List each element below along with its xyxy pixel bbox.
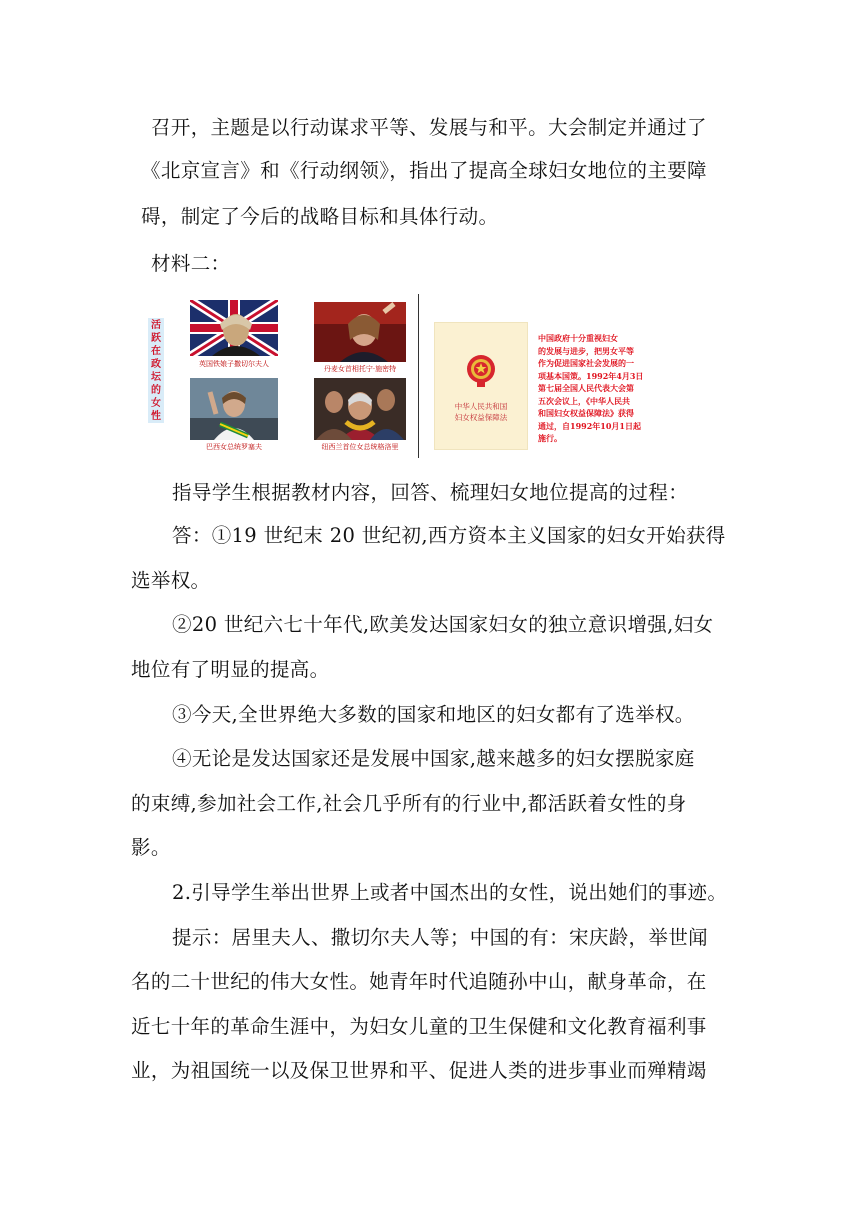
- caption-rousseff: 巴西女总统罗塞夫: [206, 443, 262, 451]
- material-label: 材料二：: [151, 252, 231, 275]
- task-2: 2.引导学生举出世界上或者中国杰出的女性，说出她们的事迹。: [172, 881, 728, 904]
- law-description: 中国政府十分重视妇女 的发展与进步，把男女平等 作为促进国家社会发展的一 项基本国策。1992年4月3日 第七届全国人民代表大会第 五次会议上，《中华人民共 和国妇女权益保障法》获得 通过，自1992年10月1日起 施行。: [538, 333, 644, 443]
- guide-text: 指导学生根据教材内容，回答、梳理妇女地位提高的过程：: [172, 481, 689, 504]
- photo-thatcher: [190, 300, 278, 356]
- text-line: 碍，制定了今后的战略目标和具体行动。: [141, 205, 499, 228]
- answer-2-line2: 地位有了明显的提高。: [131, 658, 330, 681]
- hint-line2: 名的二十世纪的伟大女性。她青年时代追随孙中山，献身革命，在: [131, 970, 707, 993]
- figure-side-label: 活 跃 在 政 坛 的 女 性: [148, 318, 164, 423]
- caption-thatcher: 英国铁娘子撒切尔夫人: [199, 360, 269, 368]
- law-book-title: 中华人民共和国 妇女权益保障法: [454, 402, 508, 422]
- answer-4-line2: 的束缚,参加社会工作,社会几乎所有的行业中,都活跃着女性的身: [131, 792, 687, 815]
- text-line: 《北京宣言》和《行动纲领》，指出了提高全球妇女地位的主要障: [141, 159, 707, 182]
- text-line: 召开，主题是以行动谋求平等、发展与和平。大会制定并通过了: [151, 116, 707, 139]
- hint-line1: 提示：居里夫人、撒切尔夫人等；中国的有：宋庆龄，举世闻: [172, 926, 708, 949]
- answer-1-line2: 选举权。: [131, 569, 211, 592]
- figure-divider: [418, 294, 419, 458]
- national-emblem-icon: [465, 353, 497, 387]
- photo-rousseff: [190, 378, 278, 440]
- material-figure: [146, 292, 668, 460]
- photo-danish-pm: [314, 302, 406, 362]
- caption-danish-pm: 丹麦女首相托宁·施密特: [323, 365, 397, 373]
- photo-nz-president: [314, 378, 406, 440]
- law-book-cover: [434, 322, 528, 450]
- answer-2-line1: ②20 世纪六七十年代,欧美发达国家妇女的独立意识增强,妇女: [172, 613, 714, 636]
- answer-4-line3: 影。: [131, 836, 171, 859]
- hint-line3: 近七十年的革命生涯中，为妇女儿童的卫生保健和文化教育福利事: [131, 1015, 707, 1038]
- caption-nz-president: 纽西兰首位女总统格洛里: [321, 443, 399, 451]
- answer-3: ③今天,全世界绝大多数的国家和地区的妇女都有了选举权。: [172, 703, 695, 726]
- hint-line4: 业，为祖国统一以及保卫世界和平、促进人类的进步事业而殚精竭: [131, 1059, 707, 1082]
- answer-4-line1: ④无论是发达国家还是发展中国家,越来越多的妇女摆脱家庭: [172, 747, 695, 770]
- answer-1-line1: 答：①19 世纪末 20 世纪初,西方资本主义国家的妇女开始获得: [172, 524, 726, 547]
